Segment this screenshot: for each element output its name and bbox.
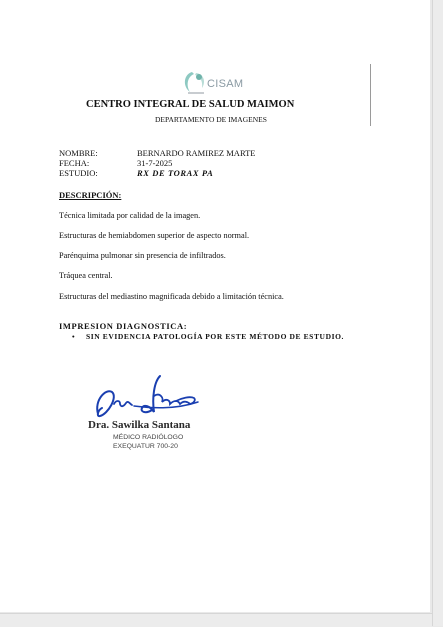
description-heading: DESCRIPCIÓN:	[59, 190, 122, 200]
handwritten-signature	[90, 370, 205, 422]
description-line: Tráquea central.	[59, 271, 113, 280]
name-label: NOMBRE:	[59, 148, 98, 158]
impression-text: SIN EVIDENCIA PATOLOGÍA POR ESTE MÉTODO DE ESTUDIO.	[86, 332, 345, 341]
doctor-name: Dra. Sawilka Santana	[88, 419, 191, 431]
impression-heading: IMPRESION DIAGNOSTICA:	[59, 321, 188, 331]
study-label: ESTUDIO:	[59, 168, 98, 178]
doctor-title: MÉDICO RADIÓLOGO	[113, 434, 184, 441]
description-line: Estructuras de hemiabdomen superior de aspecto normal.	[59, 231, 250, 240]
date-label: FECHA:	[59, 158, 90, 168]
header-divider	[370, 64, 371, 126]
description-line: Técnica limitada por calidad de la imagen.	[59, 211, 201, 220]
bullet-icon: •	[72, 332, 76, 341]
description-line: Estructuras del mediastino magnificada debido a limitación técnica.	[59, 292, 284, 301]
horizontal-scrollbar[interactable]	[0, 613, 432, 627]
department-name: DEPARTAMENTO DE IMAGENES	[155, 115, 267, 124]
date-value: 31-7-2025	[137, 158, 173, 168]
organization-name: CENTRO INTEGRAL DE SALUD MAIMON	[86, 99, 295, 110]
study-value: RX DE TORAX PA	[137, 168, 214, 178]
vertical-scrollbar[interactable]	[432, 0, 443, 626]
logo-text: CISAM	[207, 78, 244, 90]
impression-item	[72, 332, 344, 341]
doctor-exequatur: EXEQUATUR 700-20	[113, 443, 178, 450]
description-line: Parénquima pulmonar sin presencia de infiltrados.	[59, 251, 226, 260]
name-value: BERNARDO RAMIREZ MARTE	[137, 148, 256, 158]
